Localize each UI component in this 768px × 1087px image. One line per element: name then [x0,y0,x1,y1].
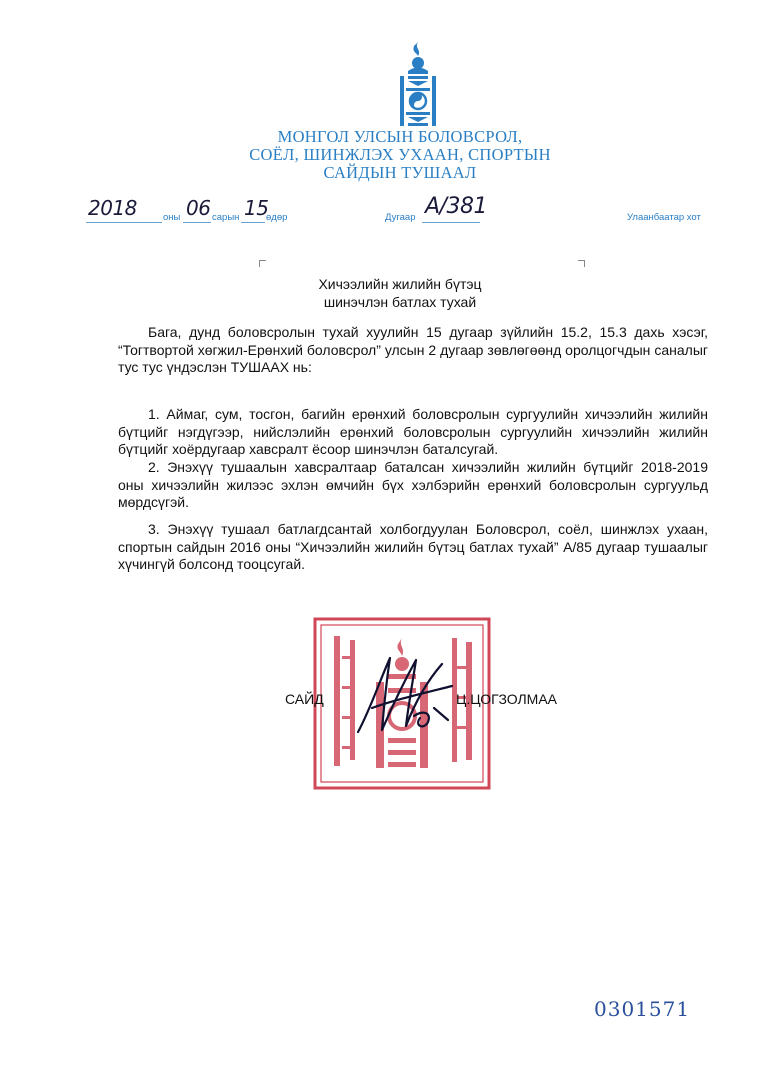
year-label: оны [163,212,181,223]
ministry-heading [200,128,600,182]
preamble-paragraph: Бага, дунд боловсролын тухай хуулийн 15 дугаар зүйлийн 15.2, 15.3 дахь хэсэг, “Тогтвортой хөгжил-Ерөнхий боловсрол” улсын 2 дугаар зөвлөгөөнд оролцогчдын саналыг тус тус үндэслэн ТУШААХ нь: [118,324,708,375]
title-bracket-right [578,260,585,267]
day-label: өдөр [266,212,288,223]
month-label: сарын [212,212,240,223]
number-underline [422,222,480,223]
day-underline [241,222,265,223]
minister-signature [350,650,460,740]
year-underline [86,222,162,223]
order-title-line-1: Хичээлийн жилийн бүтэц [318,276,482,292]
order-number: А/381 [425,194,487,219]
clause-3-paragraph: 3. Энэхүү тушаал батлагдсантай холбогдуулан Боловсрол, соёл, шинжлэх ухаан, спортын сайдын 2016 оны “Хичээлийн жилийн бүтэц батлах тухай” А/85 дугаар тушаалыг хүчингүй болсонд тооцсугай. [118,521,708,572]
clause-1-paragraph: 1. Аймаг, сум, тосгон, багийн ерөнхий боловсролын сургуулийн хичээлийн жилийн бүтцийг нэгдүгээр, нийслэлийн ерөнхий боловсролын сургуулийн хичээлийн жилийн бүтцийг хоёрдугаар хавсралт ёсоор шинэчлэн баталсугай. [118,406,708,457]
order-title-line-2: шинэчлэн батлах тухай [323,294,477,310]
month-value: 06 [186,196,211,220]
day-value: 15 [244,196,269,220]
year-value: 2018 [88,196,137,220]
document-serial-number: 0301571 [594,997,691,1021]
soyombo-emblem-icon [396,40,440,130]
number-label: Дугаар [385,212,416,223]
clause-2-paragraph: 2. Энэхүү тушаалын хавсралтаар баталсан хичээлийн жилийн бүтцийг 2018-2019 оны хичээлийн жилээс эхлэн өмчийн бүх хэлбэрийн ерөнхий боловсролын сургуульд мөрдсүгэй. [118,459,708,510]
month-underline [183,222,211,223]
order-meta-row [0,190,768,230]
order-title [200,275,600,311]
title-bracket-left [259,260,266,267]
ministry-line-2: СОЁЛ, ШИНЖЛЭХ УХААН, СПОРТЫН [249,145,551,164]
ministry-line-1: МОНГОЛ УЛСЫН БОЛОВСРОЛ, [277,127,523,146]
signatory-name: Ц.ЦОГЗОЛМАА [456,691,558,707]
ministry-line-3: САЙДЫН ТУШААЛ [323,163,477,182]
place-label: Улаанбаатар хот [627,212,701,223]
signatory-title: САЙД [285,691,324,707]
